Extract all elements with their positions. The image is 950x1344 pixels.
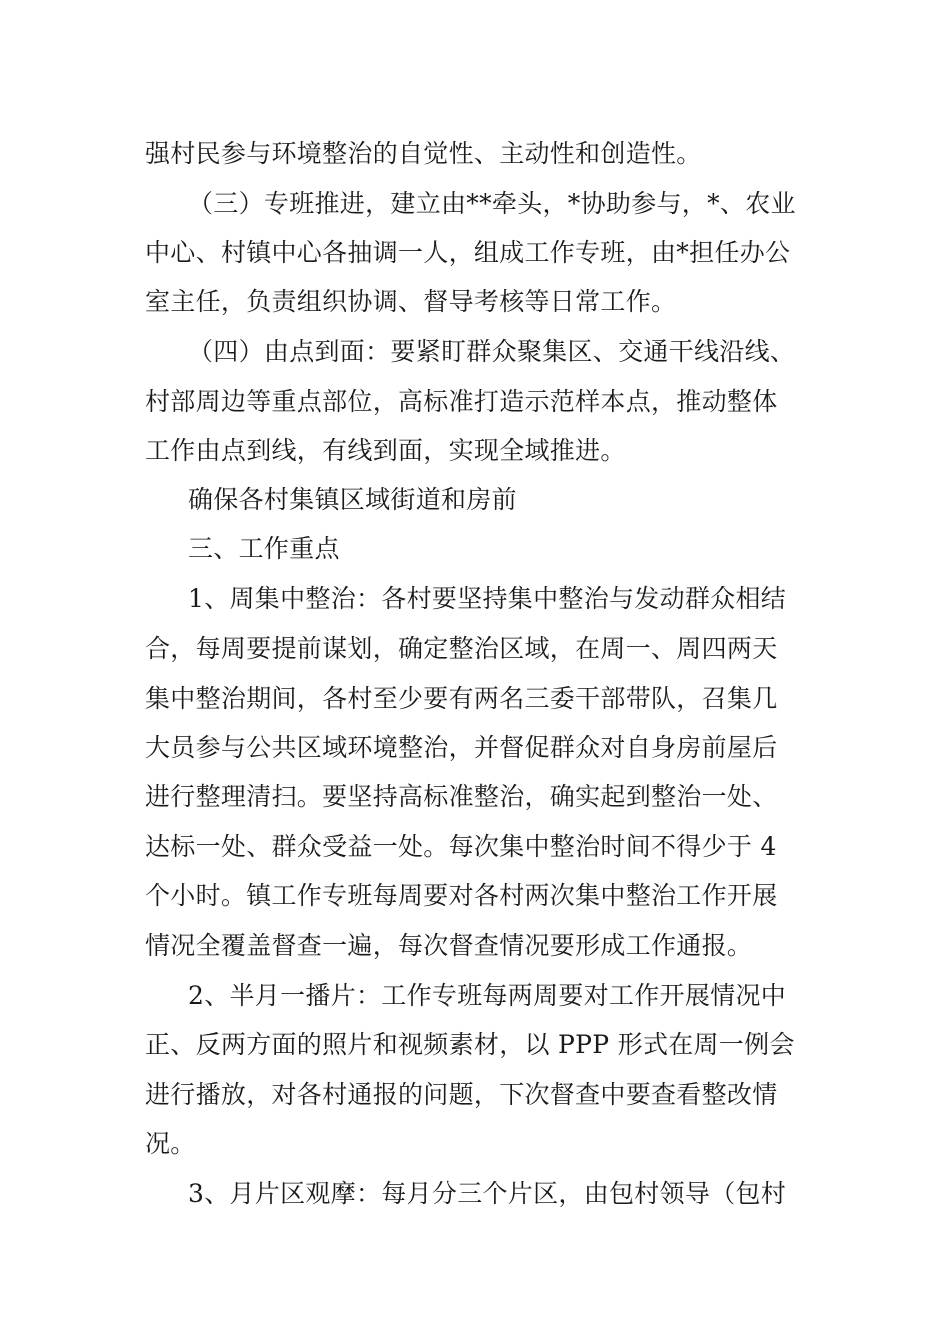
text-line-19: 正、反两方面的照片和视频素材，以 PPP 形式在周一例会 — [145, 1030, 795, 1059]
text-line-13: 大员参与公共区域环境整治，并督促群众对自身房前屋后 — [145, 733, 778, 762]
text-line-14: 进行整理清扫。要坚持高标准整治，确实起到整治一处、 — [145, 782, 778, 811]
text-line-4: 室主任，负责组织协调、督导考核等日常工作。 — [145, 287, 677, 316]
text-line-18: 2、半月一播片：工作专班每两周要对工作开展情况中 — [188, 981, 787, 1010]
text-line-17: 情况全覆盖督查一遍，每次督查情况要形成工作通报。 — [145, 931, 753, 960]
text-line-5: （四）由点到面：要紧盯群众聚集区、交通干线沿线、 — [188, 337, 796, 366]
text-line-2: （三）专班推进，建立由**牵头，*协助参与，*、农业 — [188, 189, 796, 218]
text-line-21: 况。 — [145, 1129, 196, 1158]
text-line-3: 中心、村镇中心各抽调一人，组成工作专班，由*担任办公 — [145, 238, 791, 267]
text-line-20: 进行播放，对各村通报的问题，下次督查中要查看整改情 — [145, 1080, 778, 1109]
text-line-7: 工作由点到线，有线到面，实现全域推进。 — [145, 436, 626, 465]
text-line-10: 1、周集中整治：各村要坚持集中整治与发动群众相结 — [188, 584, 787, 613]
section-heading: 三、工作重点 — [188, 534, 340, 563]
text-line-6: 村部周边等重点部位，高标准打造示范样本点，推动整体 — [145, 387, 778, 416]
text-line-16: 个小时。镇工作专班每周要对各村两次集中整治工作开展 — [145, 881, 778, 910]
text-line-12: 集中整治期间，各村至少要有两名三委干部带队，召集几 — [145, 684, 778, 713]
text-line-22: 3、月片区观摩：每月分三个片区，由包村领导（包村 — [188, 1179, 787, 1208]
text-line-1: 强村民参与环境整治的自觉性、主动性和创造性。 — [145, 139, 702, 168]
text-line-11: 合，每周要提前谋划，确定整治区域，在周一、周四两天 — [145, 634, 778, 663]
text-line-15: 达标一处、群众受益一处。每次集中整治时间不得少于 4 — [145, 832, 777, 861]
text-line-8: 确保各村集镇区域街道和房前 — [188, 485, 517, 514]
